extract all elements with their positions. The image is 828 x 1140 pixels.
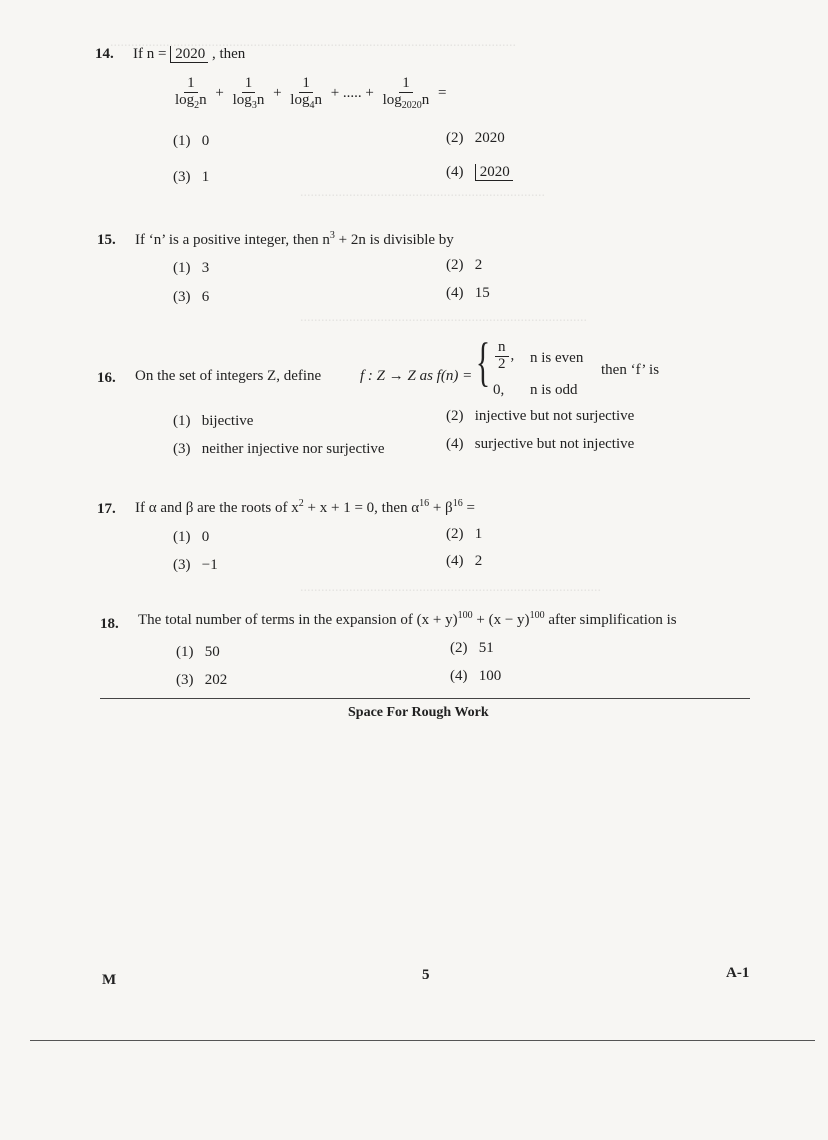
option[interactable]: (2) 2020 [446,130,505,146]
fraction-denominator: $\log_2n$ [175,91,207,111]
option[interactable]: (3) neither injective nor surjective [173,441,385,457]
option[interactable]: (4) 100 [450,668,502,684]
fraction-term-last [380,76,433,111]
case-1-value: $\frac{n}{2}$ , [493,340,514,373]
question-18-stem: The total number of terms in the expansion of $(x + y)^{100} + (x - y)^{100}$ after simplification is [138,610,677,628]
show-through-text: ...................................................................................... [300,580,601,595]
option[interactable]: (3) 1 [173,169,210,185]
question-18-number: 18. [100,616,119,632]
option[interactable]: (2) 1 [446,526,483,542]
case-1-condition: n is even [530,350,584,366]
option[interactable]: (3) 202 [176,672,228,688]
fraction-numerator: 1 [242,76,256,93]
ellipsis: + ..... + [330,85,374,102]
scan-edge-line [30,1040,815,1041]
question-14-number: 14. [95,46,114,62]
plus-sign: + [215,85,224,102]
question-15-number: 15. [97,232,116,248]
page-number: 5 [422,967,430,983]
question-16-map: f : Z → Z as f(n) = [360,368,473,384]
show-through-text: .................................................................................................................... [110,35,516,50]
fraction-denominator: $\log_{2020}n$ [382,91,430,111]
rough-work-label: Space For Rough Work [348,705,489,720]
option[interactable]: (4) 2 [446,553,483,569]
question-14-expression [170,76,447,111]
q14-stem-suffix: , then [211,46,246,62]
plus-sign: + [273,85,282,102]
option[interactable]: (2) 2 [446,257,483,273]
option[interactable]: (1) 0 [173,133,210,149]
question-17-stem: If α and β are the roots of $x^2 + x + 1 = 0$, then $\alpha^{16} + \beta^{16}$ = [135,498,475,516]
fraction-term-3 [287,76,325,111]
fraction-numerator: 1 [184,76,198,93]
factorial-symbol: 2020 [475,164,513,181]
option[interactable]: (4) 2020 [446,164,513,181]
fraction-denominator: $\log_3n$ [232,91,265,111]
fraction-numerator: 1 [299,76,313,93]
footer-left: M [102,972,117,988]
q14-stem-prefix: If n = [133,46,167,62]
option[interactable]: (3) 6 [173,289,210,305]
equals-sign: = [438,85,447,102]
fraction-term-1 [172,76,210,111]
question-16-stem-prefix: On the set of integers Z, define [135,368,322,384]
case-2-condition: n is odd [530,382,578,398]
case-2-value: 0, [493,382,505,398]
option[interactable]: (1) bijective [173,413,254,429]
option[interactable]: (1) 3 [173,260,210,276]
fraction-denominator: $\log_4n$ [290,91,322,111]
question-17-number: 17. [97,501,116,517]
option[interactable]: (2) 51 [450,640,494,656]
option[interactable]: (2) injective but not surjective [446,408,635,424]
show-through-text: ...................................................................... [300,185,545,200]
fraction-numerator: 1 [399,76,413,93]
q14-stem-fact: 2020 [175,46,206,62]
question-16-stem-suffix: then ‘f’ is [601,362,660,378]
option[interactable]: (3) −1 [173,557,218,573]
question-15-stem: If ‘n’ is a positive integer, then $n^3 + 2n$ is divisible by [135,230,454,248]
rough-work-divider [100,698,750,699]
left-brace: { [475,332,491,392]
option[interactable]: (4) surjective but not injective [446,436,635,452]
question-16-number: 16. [97,370,116,386]
show-through-text: .................................................................................. [300,310,587,325]
option[interactable]: (4) 15 [446,285,490,301]
footer-right: A-1 [726,965,750,981]
fraction-term-2 [230,76,268,111]
question-14-stem [133,46,245,63]
option[interactable]: (1) 50 [176,644,220,660]
factorial-symbol [170,46,208,63]
option[interactable]: (1) 0 [173,529,210,545]
